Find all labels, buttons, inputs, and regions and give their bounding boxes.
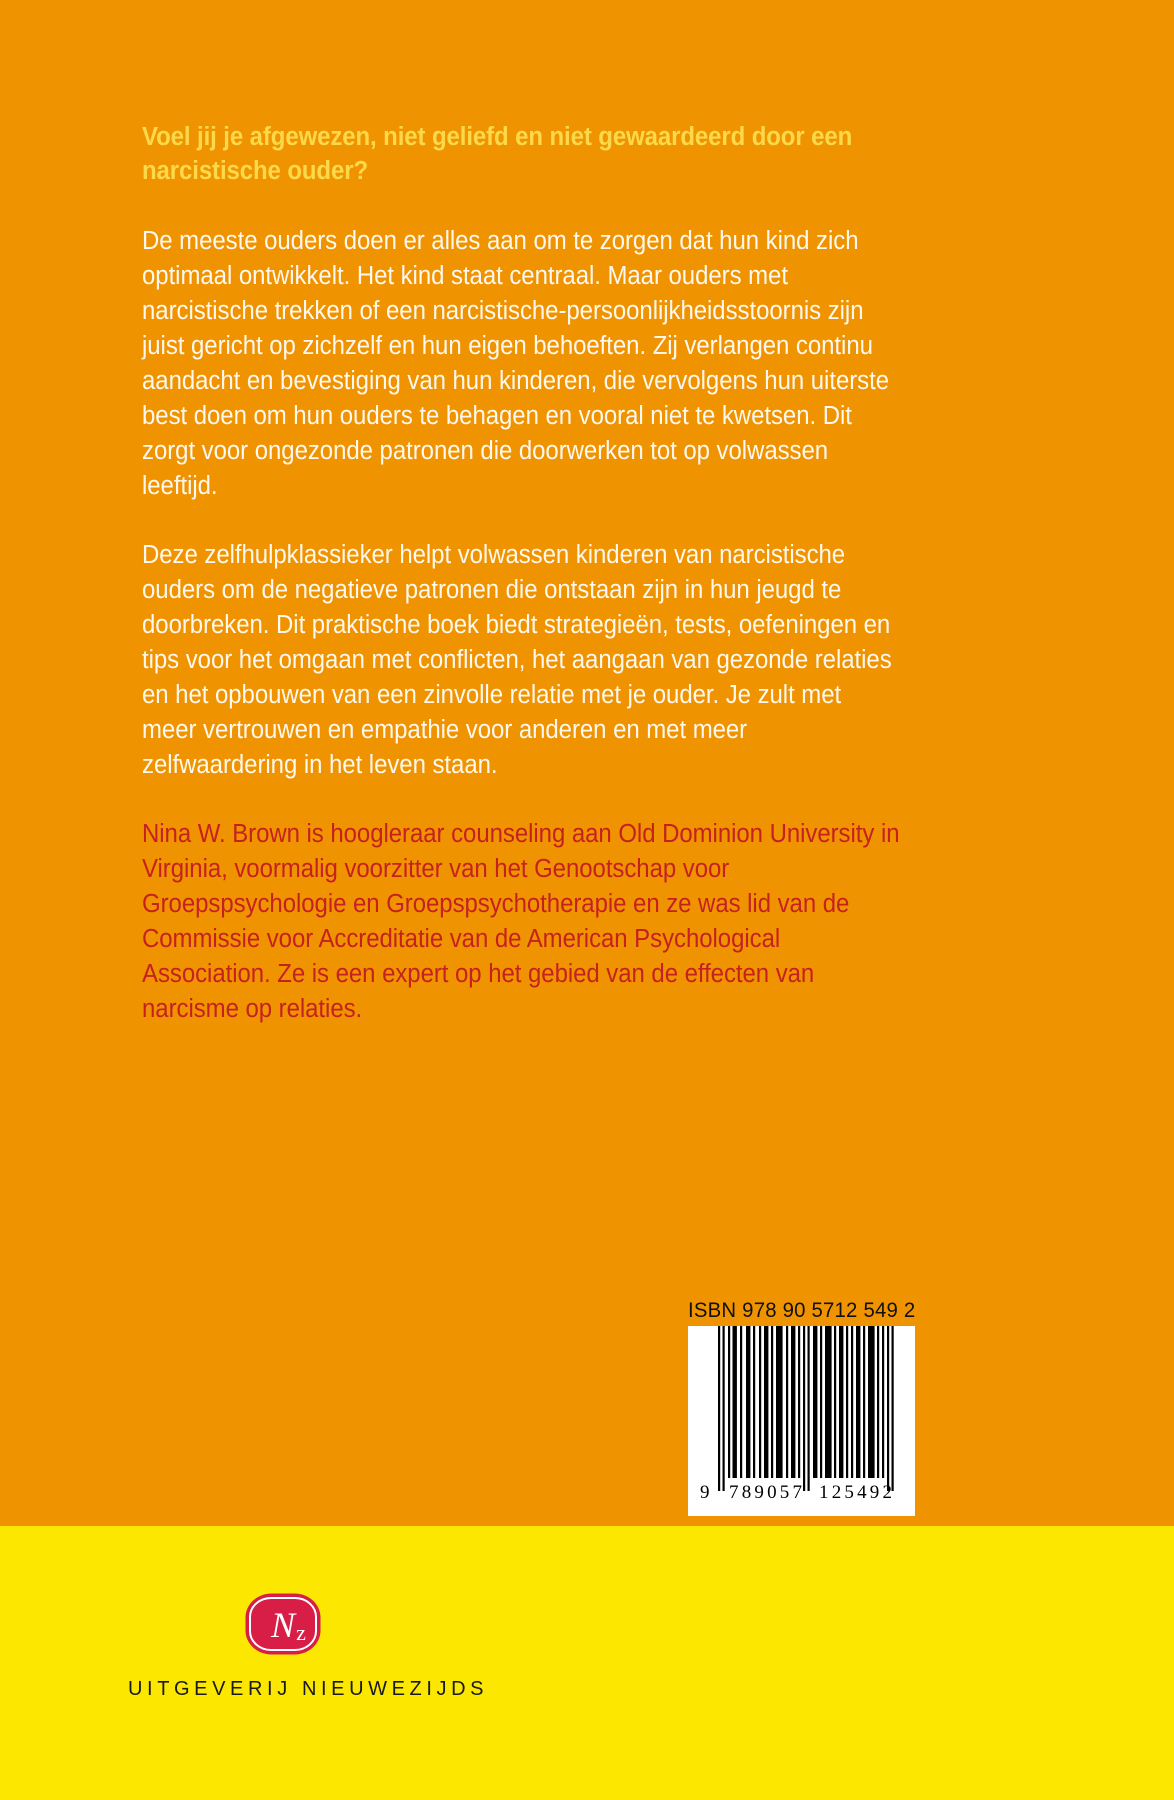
svg-text:z: z [296, 1620, 306, 1645]
isbn-barcode [688, 1326, 915, 1516]
barcode-right-group: 125492 [819, 1482, 896, 1503]
isbn-label-block [688, 1299, 918, 1323]
author-bio-paragraph: Nina W. Brown is hoogleraar counseling aan Old Dominion University in Virginia, voormalig voorzitter van het Genootschap voor Groepspsychologie en Groepspsychotherapie en ze was lid van de Commissie voor Accreditatie van de American Psychological Association. Ze is een expert op het gebied van de effecten van narcisme op relaties. [142, 820, 900, 1023]
barcode-lead-digit: 9 [700, 1482, 710, 1503]
barcode-digits [688, 1482, 915, 1504]
barcode-left-group: 789057 [729, 1482, 806, 1503]
isbn-text: ISBN 978 90 5712 549 2 [688, 1299, 916, 1322]
blurb-paragraph-2: Deze zelfhulpklassieker helpt volwassen kinderen van narcistische ouders om de negatieve patronen die ontstaan zijn in hun jeugd te doorbreken. Dit praktische boek biedt strategieën, tests, oefeningen en tips voor het omgaan met conflicten, het aangaan van gezonde relaties en het opbouwen van een zinvolle relatie met je ouder. Je zult met meer vertrouwen en empathie voor anderen en met meer zelfwaardering in het leven staan. [142, 541, 892, 779]
publisher-name: UITGEVERIJ NIEUWEZIJDS [128, 1678, 489, 1700]
publisher-logo-icon [244, 1592, 322, 1656]
publisher-block [128, 1592, 489, 1701]
blurb-text-block [142, 120, 902, 1027]
svg-text:N: N [270, 1605, 296, 1645]
headline: Voel jij je afgewezen, niet geliefd en niet gewaardeerd door een narcistische ouder? [142, 123, 853, 185]
blurb-paragraph-1: De meeste ouders doen er alles aan om te zorgen dat hun kind zich optimaal ontwikkelt. Het kind staat centraal. Maar ouders met narcistische trekken of een narcistische-persoonlijkheidsstoornis zijn juist gericht op zichzelf en hun eigen behoeften. Zij verlangen continu aandacht en bevestiging van hun kinderen, die vervolgens hun uiterste best doen om hun ouders te behagen en vooral niet te kwetsen. Dit zorgt voor ongezonde patronen die doorwerken tot op volwassen leeftijd. [142, 227, 890, 500]
